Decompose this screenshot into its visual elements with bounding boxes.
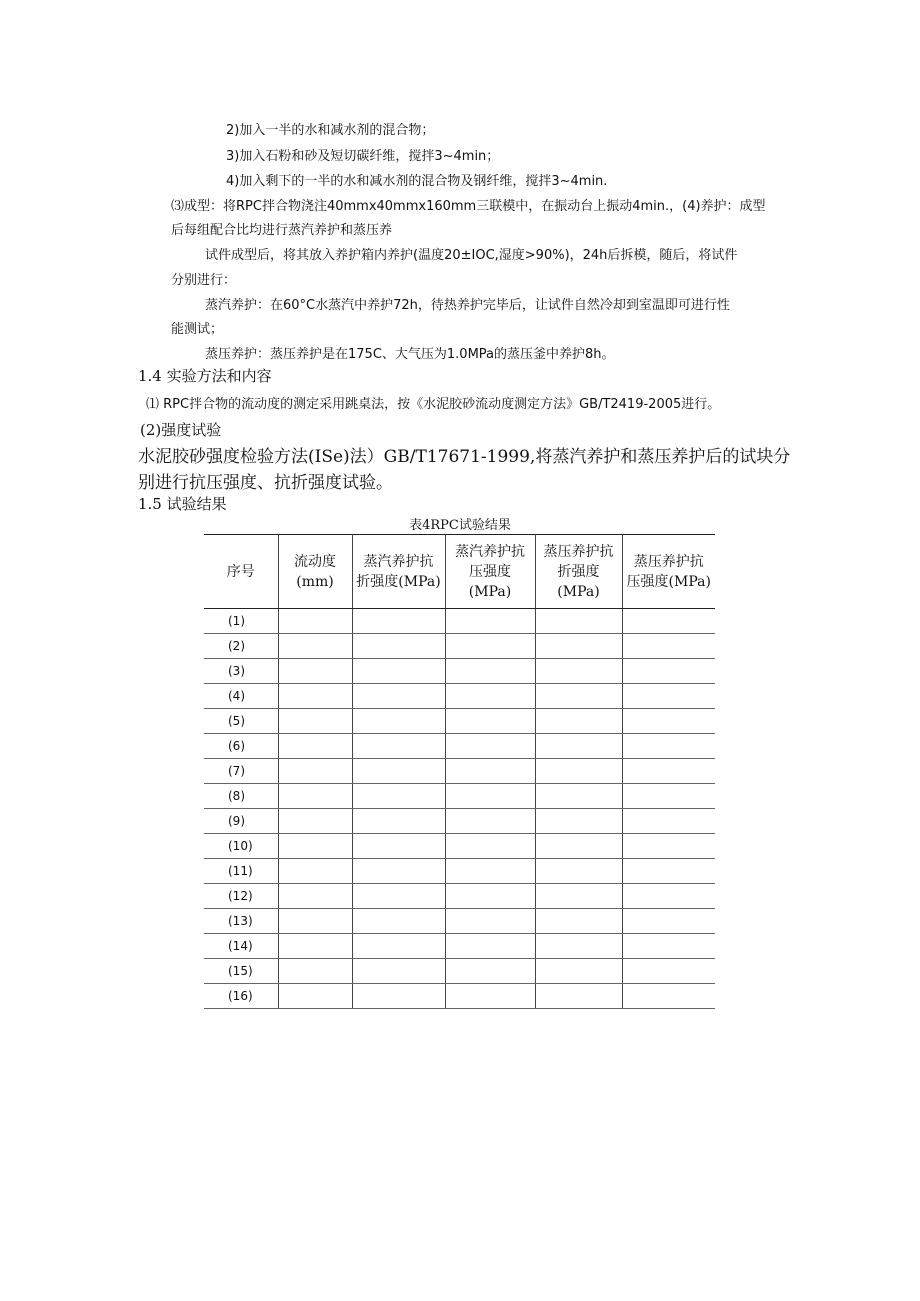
table-cell [445,734,535,759]
table-cell [535,959,622,984]
table-cell [622,659,715,684]
table-cell [278,759,352,784]
section-1-5-heading: 1.5 试验结果 [138,495,227,513]
table-caption: 表4RPC试验结果 [409,518,511,533]
forming-text: ⑶成型：将RPC拌合物浇注40mmx40mmx160mm三联模中，在振动台上振动4min.，(4)养护：成型 [171,199,766,214]
table-cell [535,934,622,959]
table-row [204,734,715,759]
table-cell [352,934,445,959]
table-cell [278,634,352,659]
table-cell [445,634,535,659]
table-cell [278,934,352,959]
row-number: (15) [204,959,278,984]
table-cell [278,884,352,909]
table-cell [535,734,622,759]
table-cell [622,859,715,884]
table-row [204,684,715,709]
table-row [204,809,715,834]
table-cell [535,609,622,634]
curing-text-cont: 分别进行： [171,273,237,288]
table-cell [278,784,352,809]
row-number: (6) [204,734,278,759]
table-cell [352,659,445,684]
table-cell [622,959,715,984]
header-fluidity: 流动度 (mm) [278,535,352,609]
table-cell [278,659,352,684]
table-cell [278,959,352,984]
table-cell [352,909,445,934]
table-cell [445,759,535,784]
row-number: (16) [204,984,278,1009]
header-autoclave-flexural: 蒸压养护抗 折强度 (MPa) [535,535,622,609]
table-cell [622,734,715,759]
table-cell [445,809,535,834]
table-cell [535,909,622,934]
table-cell [352,709,445,734]
table-cell [445,784,535,809]
table-cell [535,659,622,684]
section-1-4-heading: 1.4 实验方法和内容 [138,367,272,385]
table-cell [278,809,352,834]
table-cell [622,759,715,784]
table-row [204,859,715,884]
table-cell [278,709,352,734]
table-cell [445,659,535,684]
table-cell [622,934,715,959]
table-cell [445,834,535,859]
table-row [204,934,715,959]
table-cell [278,909,352,934]
table-cell [622,609,715,634]
table-cell [535,884,622,909]
row-number: (10) [204,834,278,859]
table-cell [445,859,535,884]
table-cell [445,884,535,909]
table-cell [622,909,715,934]
row-number: (14) [204,934,278,959]
table-cell [535,984,622,1009]
row-number: (2) [204,634,278,659]
table-cell [278,834,352,859]
table-cell [352,784,445,809]
table-cell [445,684,535,709]
row-number: (4) [204,684,278,709]
table-cell [535,784,622,809]
row-number: (5) [204,709,278,734]
table-row [204,759,715,784]
table-cell [352,859,445,884]
table-cell [535,834,622,859]
table-header-row [204,535,715,609]
table-cell [278,984,352,1009]
table-row [204,959,715,984]
table-cell [445,609,535,634]
table-cell [622,834,715,859]
step-3-text: 3)加入石粉和砂及短切碳纤维，搅拌3~4min； [226,149,500,164]
table-row [204,659,715,684]
table-cell [278,684,352,709]
table-cell [535,709,622,734]
table-cell [278,734,352,759]
table-cell [352,884,445,909]
strength-test-text-cont: 别进行抗压强度、抗折强度试验。 [138,473,393,493]
steam-curing-text: 蒸汽养护：在60°C水蒸汽中养护72h，待热养护完毕后，让试件自然冷却到室温即可进行性 [205,298,730,313]
table-cell [622,684,715,709]
step-4-text: 4)加入剩下的一半的水和减水剂的混合物及钢纤维，搅拌3~4min. [226,174,608,189]
table-cell [445,709,535,734]
table-row [204,634,715,659]
table-row [204,884,715,909]
table-cell [352,834,445,859]
row-number: (7) [204,759,278,784]
header-autoclave-compressive: 蒸压养护抗 压强度(MPa) [622,535,715,609]
table-cell [622,809,715,834]
table-row [204,784,715,809]
table-cell [535,809,622,834]
table-cell [352,759,445,784]
table-cell [535,759,622,784]
row-number: (13) [204,909,278,934]
header-serial-number: 序号 [204,535,278,609]
table-cell [352,809,445,834]
table-cell [535,634,622,659]
table-cell [278,609,352,634]
table-cell [352,959,445,984]
row-number: (8) [204,784,278,809]
table-cell [622,709,715,734]
table-cell [445,959,535,984]
table-cell [622,984,715,1009]
row-number: (9) [204,809,278,834]
table-cell [352,634,445,659]
table-cell [445,909,535,934]
steam-curing-text-cont: 能测试； [171,322,224,337]
table-cell [352,609,445,634]
header-steam-compressive: 蒸汽养护抗 压强度 (MPa) [445,535,535,609]
autoclave-curing-text: 蒸压养护：蒸压养护是在175C、大气压为1.0MPa的蒸压釜中养护8h。 [205,347,615,362]
table-row [204,909,715,934]
row-number: (11) [204,859,278,884]
fluidity-test-text: ⑴ RPC拌合物的流动度的测定采用跳桌法，按《水泥胶砂流动度测定方法》GB/T2419-2005进行。 [146,397,721,412]
forming-text-cont: 后每组配合比均进行蒸汽养护和蒸压养 [171,223,393,238]
table-cell [535,859,622,884]
table-row [204,709,715,734]
strength-test-heading: (2)强度试验 [140,421,222,439]
table-row [204,609,715,634]
table-cell [352,984,445,1009]
table-cell [535,684,622,709]
results-table [204,534,715,1009]
table-row [204,984,715,1009]
table-cell [622,634,715,659]
table-row [204,834,715,859]
table-cell [445,984,535,1009]
curing-text: 试件成型后，将其放入养护箱内养护(温度20±IOC,湿度>90%)，24h后拆模，随后，将试件 [205,248,738,263]
table-cell [352,684,445,709]
table-cell [445,934,535,959]
table-cell [622,884,715,909]
header-steam-flexural: 蒸汽养护抗 折强度(MPa) [352,535,445,609]
step-2-text: 2)加入一半的水和减水剂的混合物； [226,123,435,138]
row-number: (12) [204,884,278,909]
table-cell [278,859,352,884]
strength-test-text: 水泥胶砂强度检验方法(ISe)法）GB/T17671-1999,将蒸汽养护和蒸压养护后的试块分 [138,447,791,467]
table-cell [352,734,445,759]
row-number: (3) [204,659,278,684]
row-number: (1) [204,609,278,634]
table-cell [622,784,715,809]
